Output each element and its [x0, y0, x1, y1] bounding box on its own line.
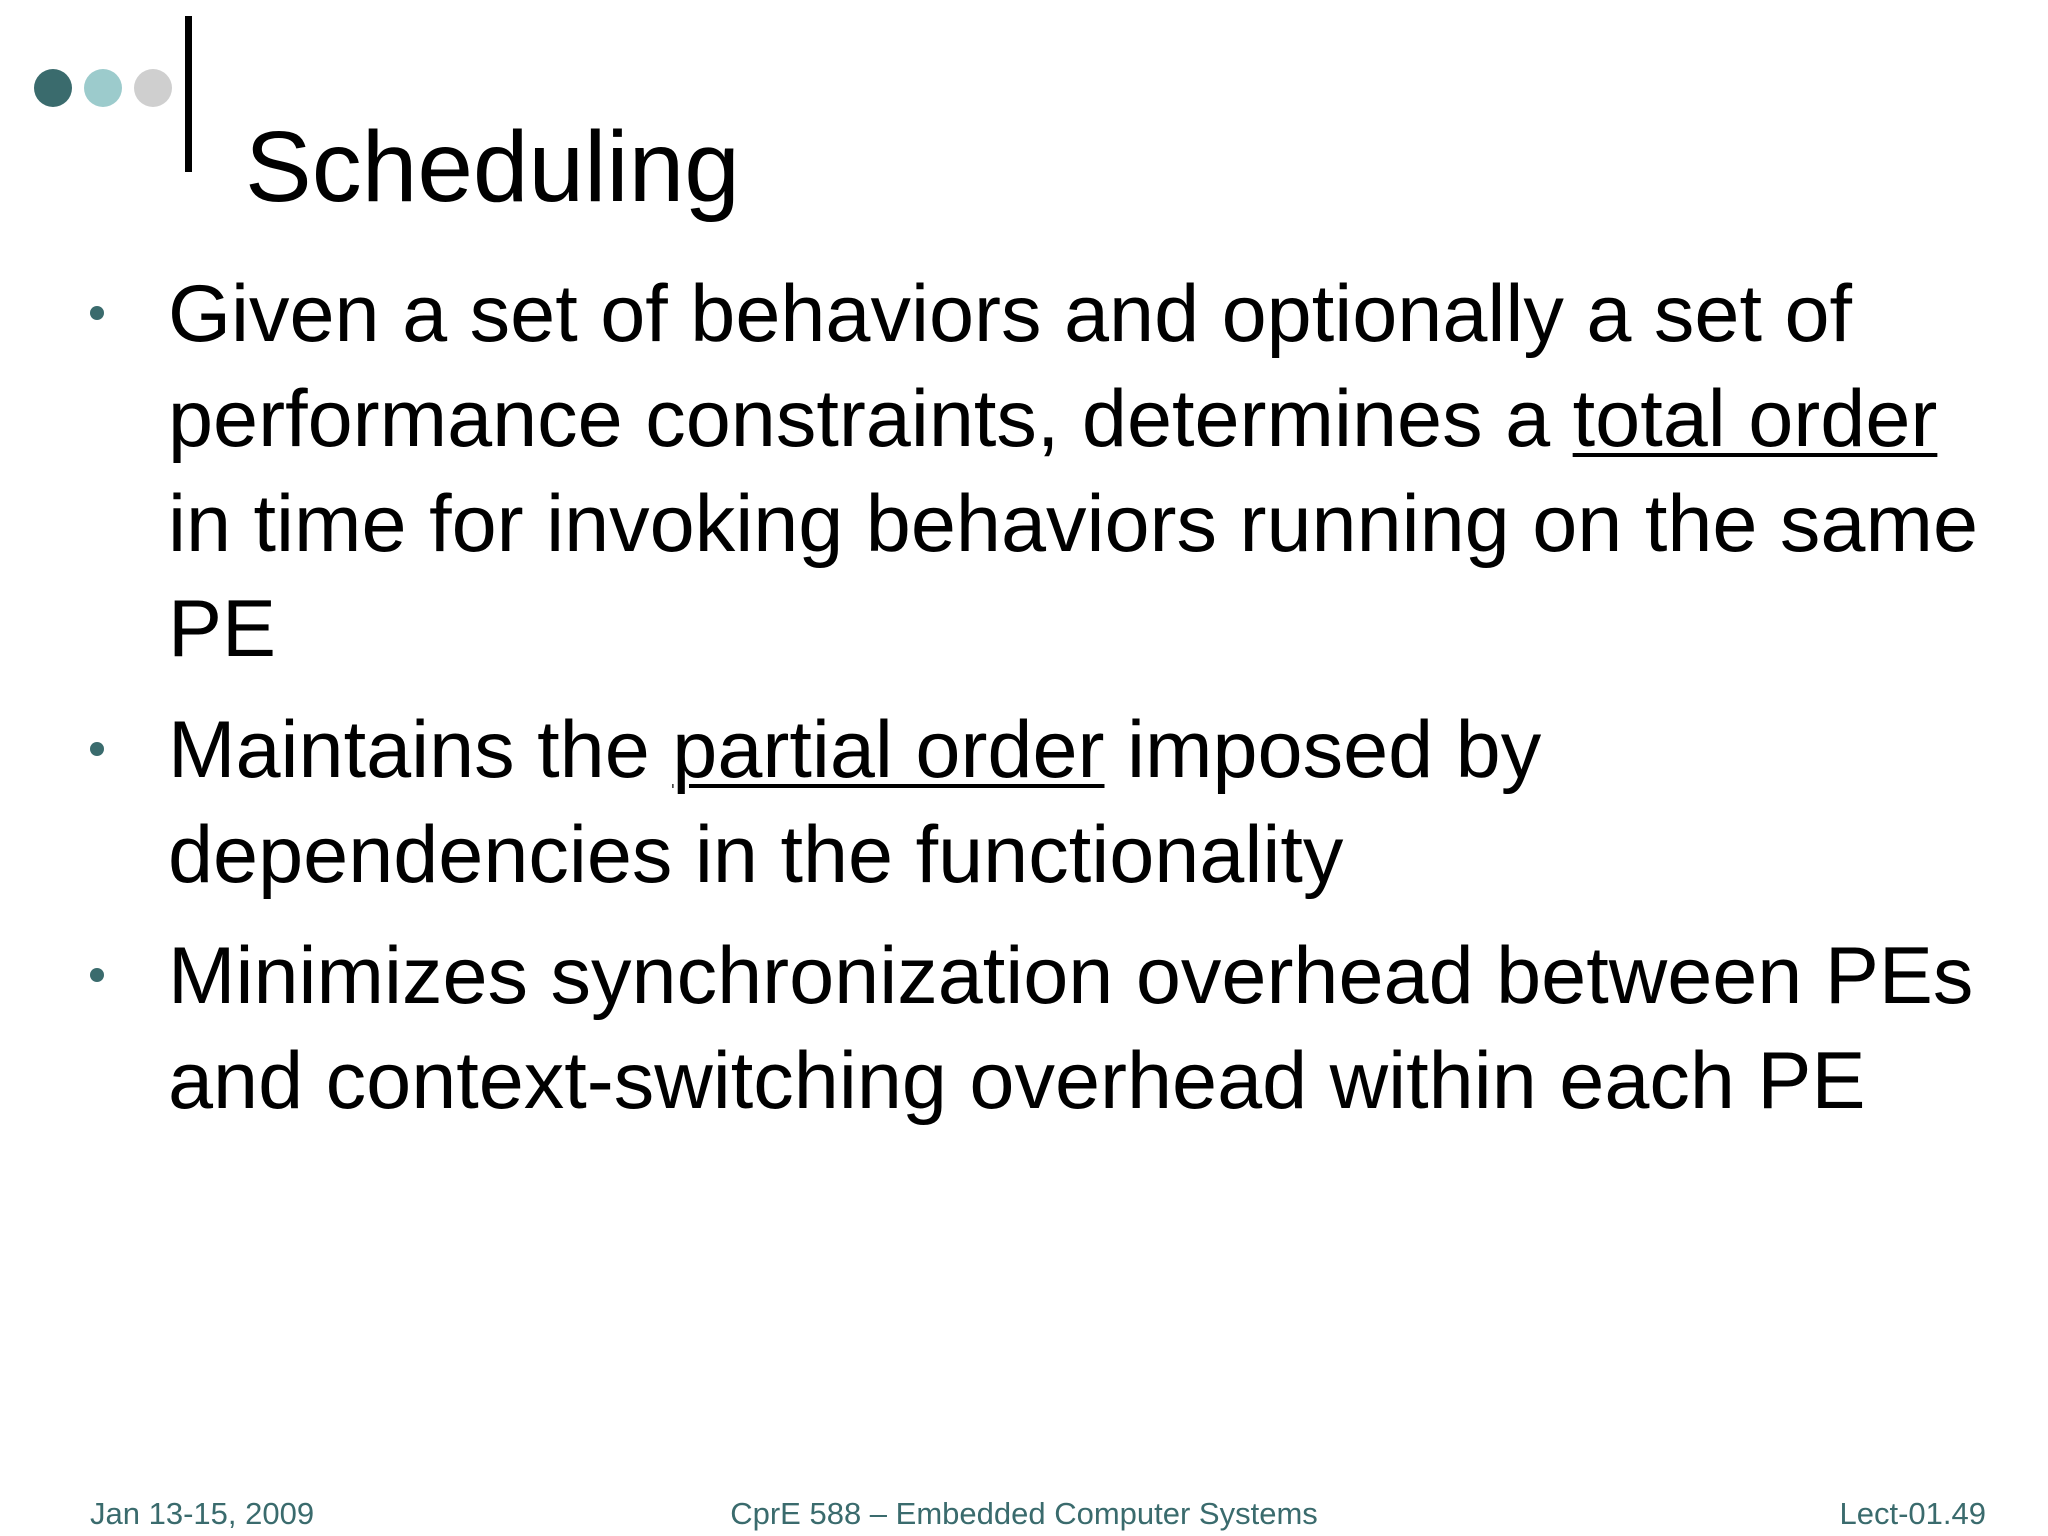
- bullet-marker: [90, 968, 104, 982]
- underlined-term: partial order: [672, 705, 1105, 795]
- title-decoration-dots: [34, 68, 172, 108]
- slide-title: Scheduling: [245, 111, 740, 223]
- footer-course: CprE 588 – Embedded Computer Systems: [730, 1496, 1318, 1531]
- bullet-text: Given a set of behaviors and optionally a set of performance constraints, determines a: [168, 269, 1853, 464]
- bullet-text: in time for invoking behaviors running on the same PE: [168, 479, 1979, 674]
- bullet-marker: [90, 306, 104, 320]
- underlined-term: total order: [1572, 374, 1938, 464]
- dot-light: [134, 69, 172, 107]
- bullet-text: imposed by dependencies in the functionality: [168, 705, 1542, 900]
- bullet-item: [90, 924, 1990, 1134]
- footer-date: Jan 13-15, 2009: [90, 1496, 315, 1531]
- dot-dark: [34, 69, 72, 107]
- bullet-item: [90, 698, 1990, 908]
- bullet-text: Maintains the: [168, 705, 673, 795]
- bullet-marker: [90, 742, 104, 756]
- title-divider: [185, 16, 192, 172]
- bullet-item: [90, 262, 1990, 682]
- footer-slide-number: Lect-01.49: [1839, 1496, 1986, 1531]
- bullet-text: Minimizes synchronization overhead between PEs and context-switching overhead within each PE: [168, 931, 1974, 1126]
- dot-mid: [84, 69, 122, 107]
- bullet-list: [90, 262, 1990, 1150]
